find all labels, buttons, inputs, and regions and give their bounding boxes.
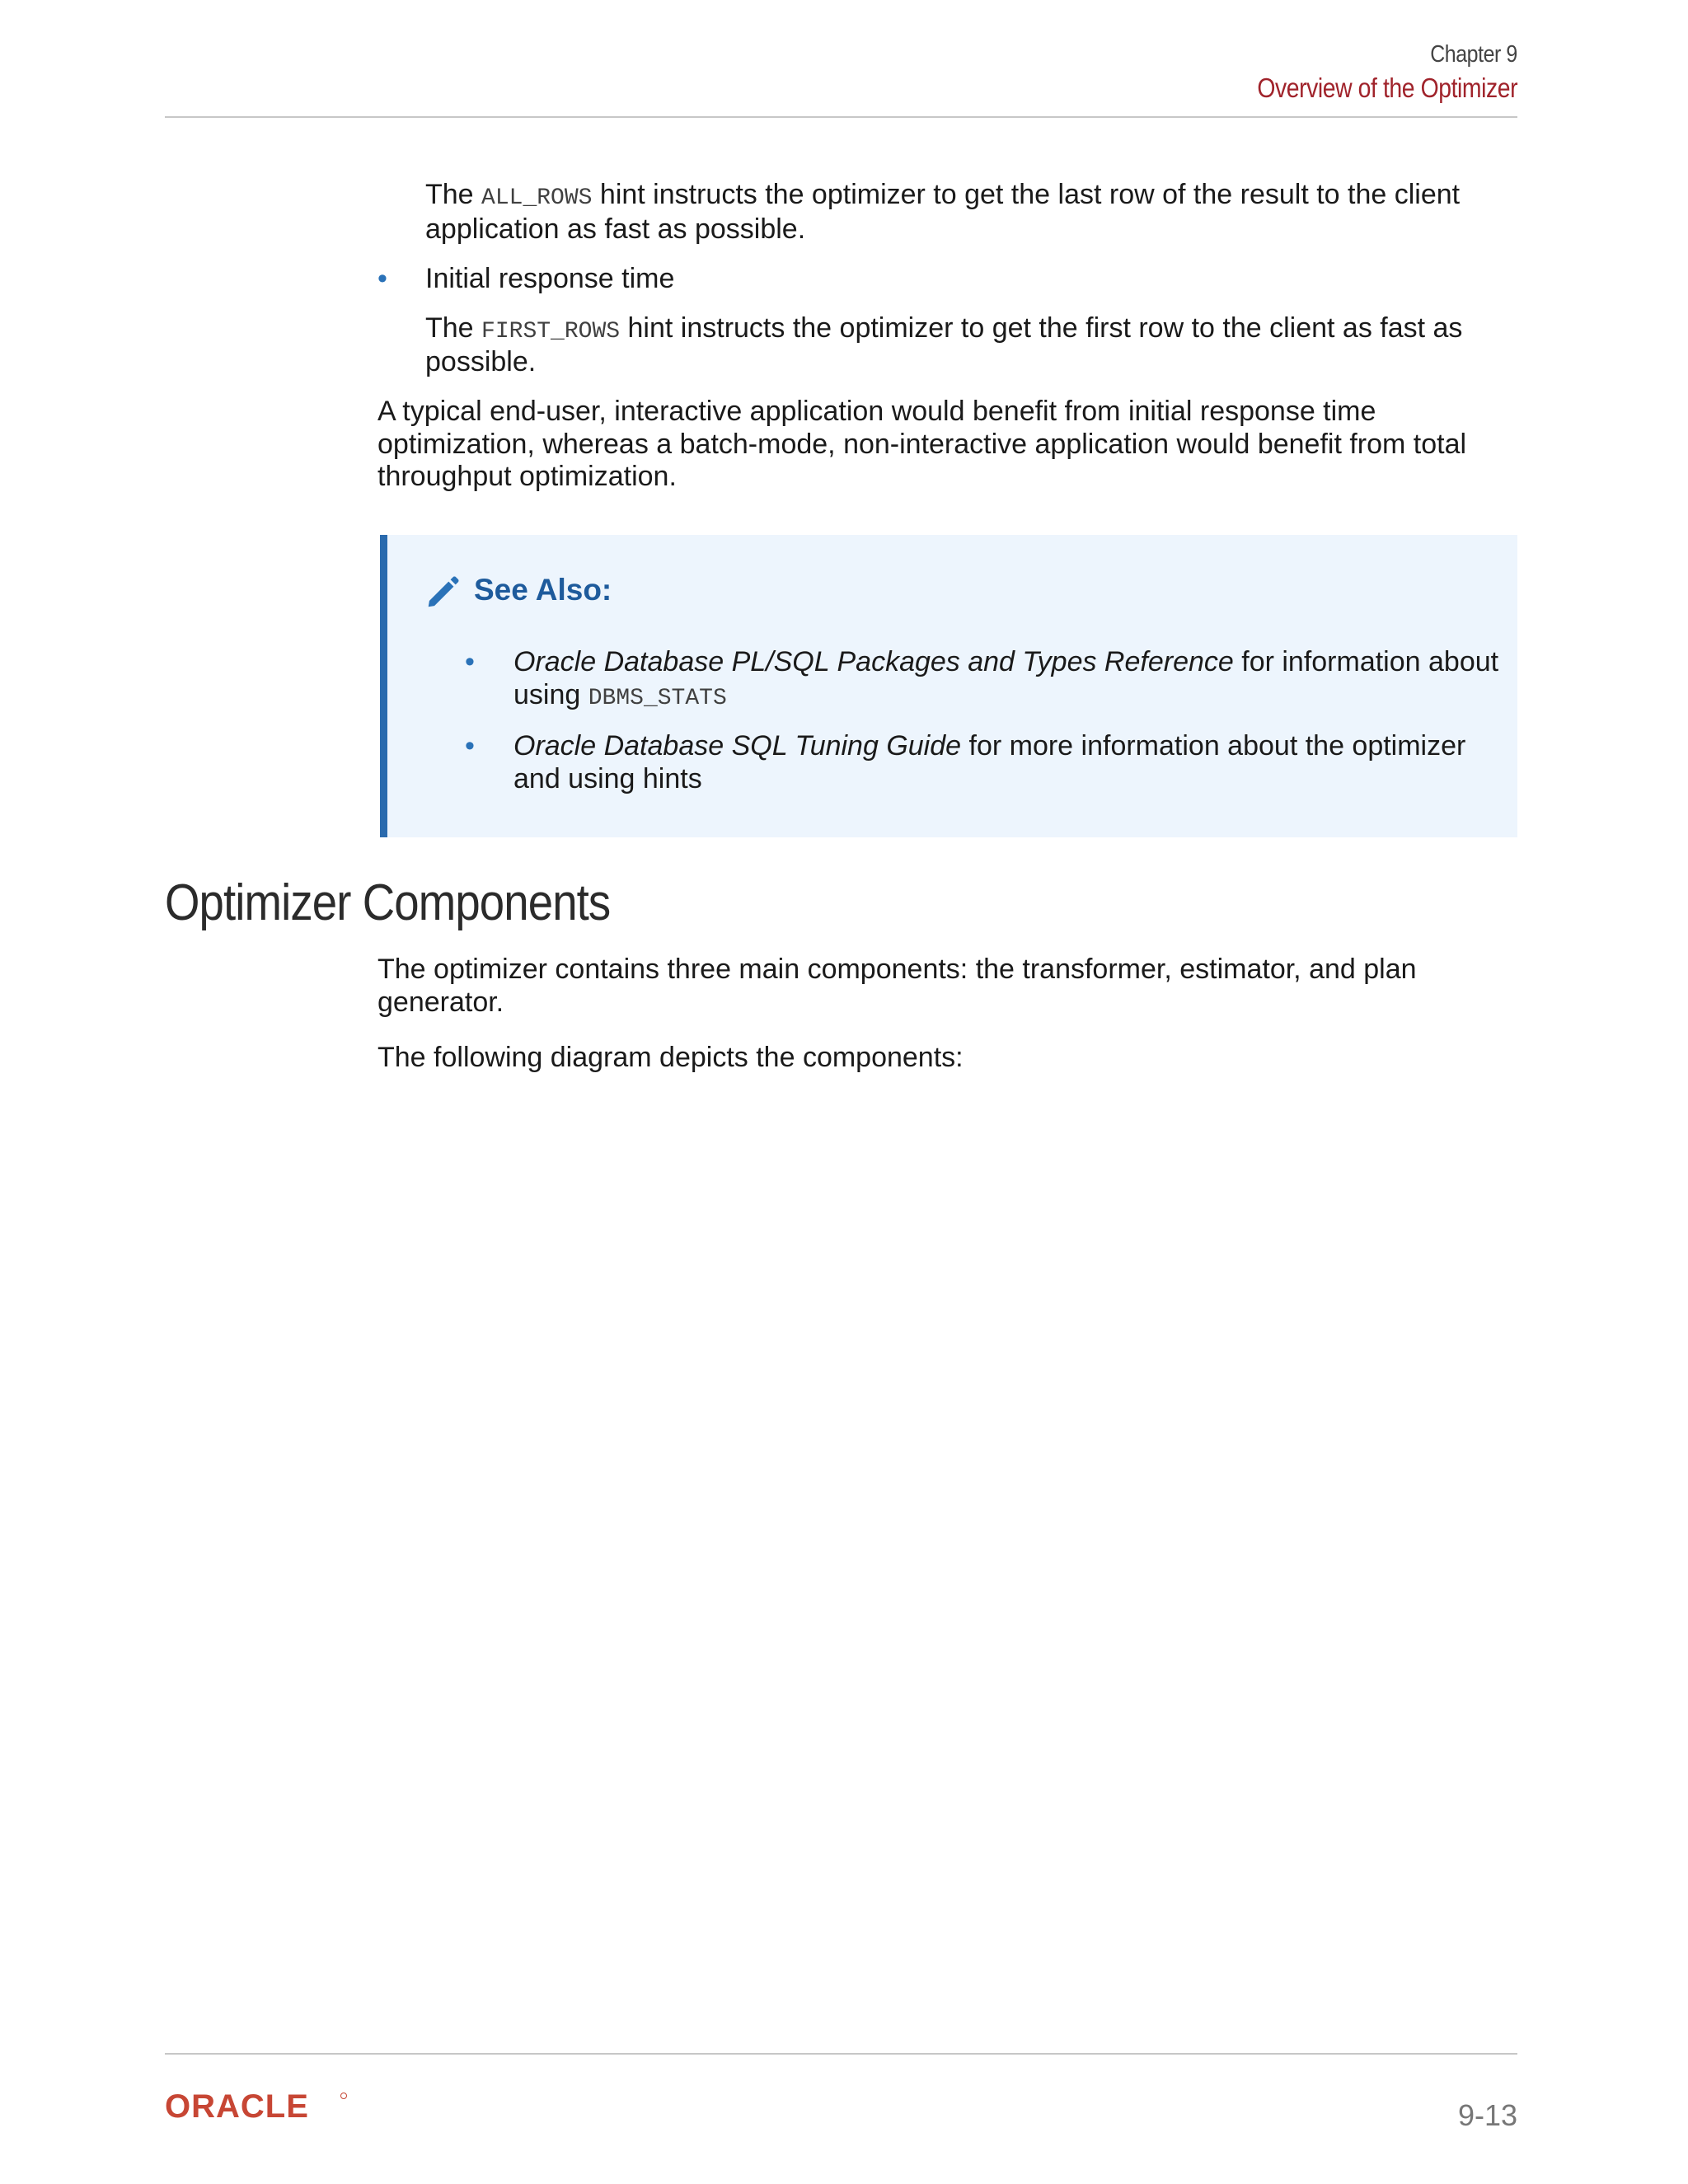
page-number: 9-13 xyxy=(1457,2098,1517,2132)
bullet-icon: • xyxy=(465,646,475,677)
registered-mark-icon xyxy=(341,2093,347,2099)
text: hint instructs the optimizer to get the last row of the result to the client xyxy=(592,179,1461,210)
bullet-icon: • xyxy=(465,730,475,762)
oracle-logo xyxy=(165,2092,350,2121)
see-also-item-1-line1[interactable] xyxy=(513,645,1498,678)
text: hint instructs the optimizer to get the first row to the client as fast as xyxy=(620,312,1463,344)
see-also-note xyxy=(380,535,1517,837)
book-title[interactable]: Oracle Database PL/SQL Packages and Types Reference xyxy=(513,646,1234,677)
components-paragraph-line1: The optimizer contains three main components: the transformer, estimator, and plan xyxy=(377,954,1417,985)
code-dbms-stats: DBMS_STATS xyxy=(588,686,727,711)
book-title[interactable]: Oracle Database SQL Tuning Guide xyxy=(513,730,962,762)
components-paragraph-line2: generator. xyxy=(377,987,504,1018)
header-divider xyxy=(165,116,1517,118)
footer-divider xyxy=(165,2053,1517,2055)
text: using xyxy=(513,679,588,710)
pencil-icon xyxy=(424,574,462,612)
section-heading: Optimizer Components xyxy=(165,874,611,931)
typical-app-paragraph-line1: A typical end-user, interactive application would benefit from initial response time xyxy=(377,396,1376,427)
see-also-item-2-line1[interactable] xyxy=(513,729,1465,762)
text: for information about xyxy=(1233,646,1499,677)
typical-app-paragraph-line3: throughput optimization. xyxy=(377,461,677,492)
text: for more information about the optimizer xyxy=(961,730,1466,762)
all-rows-paragraph-line1 xyxy=(425,178,1460,215)
all-rows-paragraph-line2: application as fast as possible. xyxy=(425,213,806,245)
bullet-icon: • xyxy=(377,263,387,294)
chapter-title[interactable]: Overview of the Optimizer xyxy=(1257,73,1517,103)
typical-app-paragraph-line2: optimization, whereas a batch-mode, non-interactive application would benefit from total xyxy=(377,429,1467,460)
first-rows-paragraph-line2: possible. xyxy=(425,346,537,377)
see-also-title: See Also: xyxy=(474,573,612,607)
code-all-rows: ALL_ROWS xyxy=(481,185,593,211)
chapter-label: Chapter 9 xyxy=(1430,41,1517,68)
first-rows-paragraph-line1 xyxy=(425,312,1462,349)
text: The xyxy=(425,312,482,344)
code-first-rows: FIRST_ROWS xyxy=(481,319,621,344)
see-also-item-1-line2 xyxy=(513,678,727,715)
oracle-logo-text: ORACLE xyxy=(165,2092,309,2121)
text: The xyxy=(425,179,482,210)
diagram-intro-paragraph: The following diagram depicts the components: xyxy=(377,1042,964,1073)
bullet-initial-response-time: Initial response time xyxy=(425,263,675,294)
see-also-item-2-line2: and using hints xyxy=(513,763,702,794)
